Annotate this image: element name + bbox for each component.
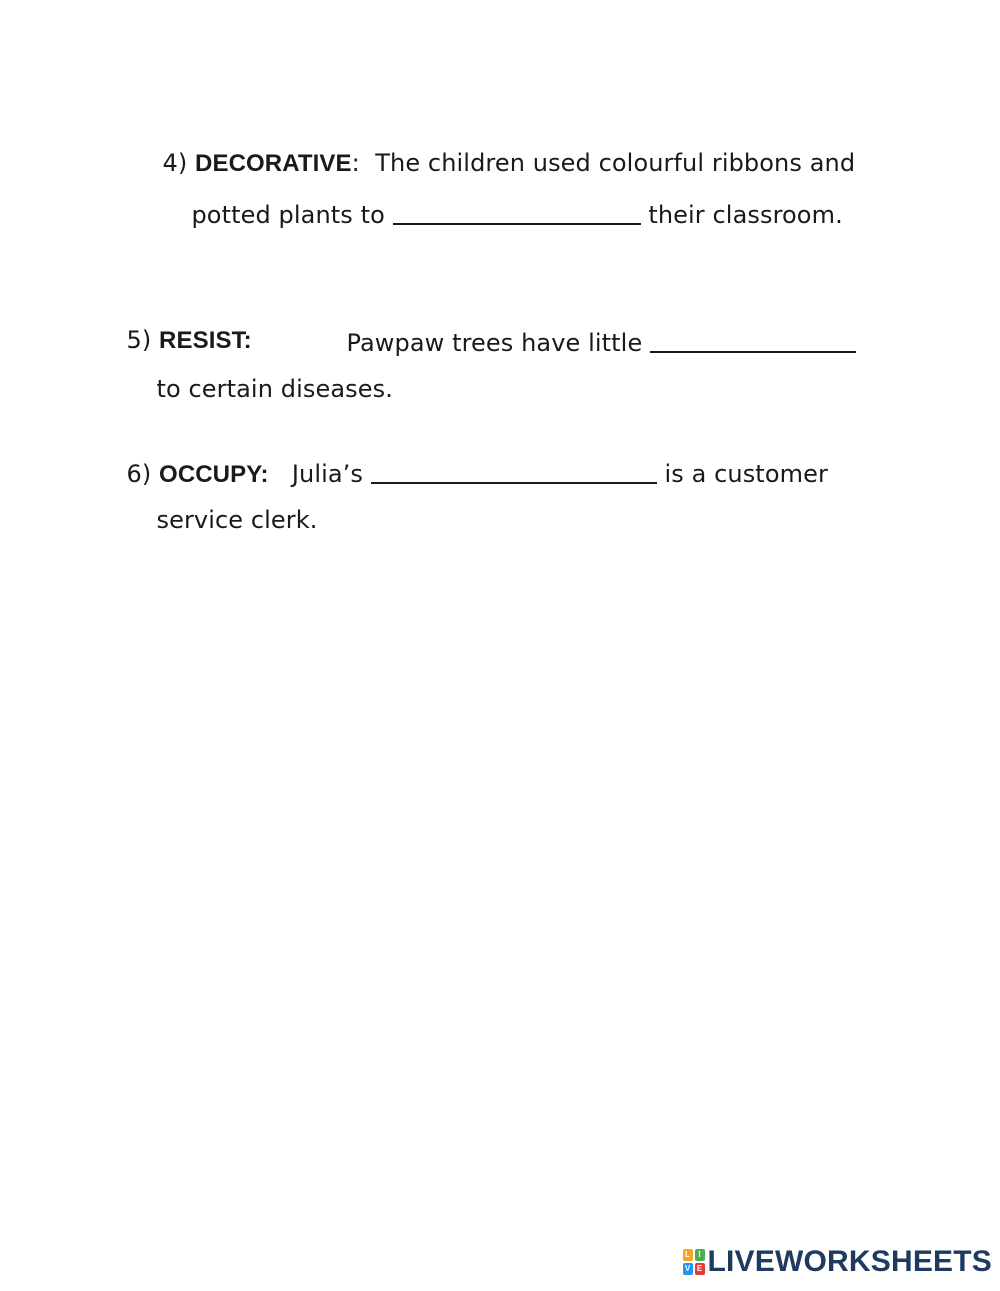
question-5-sentence-part-1: Pawpaw trees have little xyxy=(346,329,651,357)
question-6-answer-blank[interactable] xyxy=(371,458,657,484)
logo-tile-e: E xyxy=(695,1263,705,1275)
question-5-number: 5) xyxy=(126,326,152,354)
question-4-keyword-colon: : xyxy=(351,149,360,177)
question-6-sentence-part-2: is a customer xyxy=(656,460,828,488)
logo-tile-v: V xyxy=(683,1263,693,1275)
question-4-number: 4) xyxy=(162,149,188,177)
question-4-answer-blank[interactable] xyxy=(393,199,641,225)
question-5-line-2 xyxy=(141,344,393,404)
question-6-number: 6) xyxy=(126,460,152,488)
question-6-line-2 xyxy=(141,475,318,535)
question-5-line-1-sentence xyxy=(331,295,856,358)
question-4-sentence-part-1: The children used colourful ribbons and xyxy=(359,149,856,177)
question-4-keyword: DECORATIVE xyxy=(195,150,352,177)
question-4-line-2 xyxy=(176,167,843,230)
question-5-keyword: RESIST: xyxy=(159,327,252,354)
question-5-sentence-part-2: to certain diseases. xyxy=(156,375,393,403)
question-6-sentence-part-1: Julia’s xyxy=(268,460,371,488)
liveworksheets-logo xyxy=(683,1247,993,1277)
question-6-sentence-part-3: service clerk. xyxy=(156,506,318,534)
question-4-sentence-part-2: potted plants to xyxy=(191,201,393,229)
logo-tile-l: L xyxy=(683,1249,693,1261)
logo-tiles-icon xyxy=(683,1249,705,1275)
question-4-sentence-part-3: their classroom. xyxy=(640,201,843,229)
question-5-answer-blank[interactable] xyxy=(650,327,856,353)
logo-tile-i: I xyxy=(695,1249,705,1261)
question-6-keyword: OCCUPY: xyxy=(159,461,269,488)
logo-text: LIVEWORKSHEETS xyxy=(707,1245,992,1278)
